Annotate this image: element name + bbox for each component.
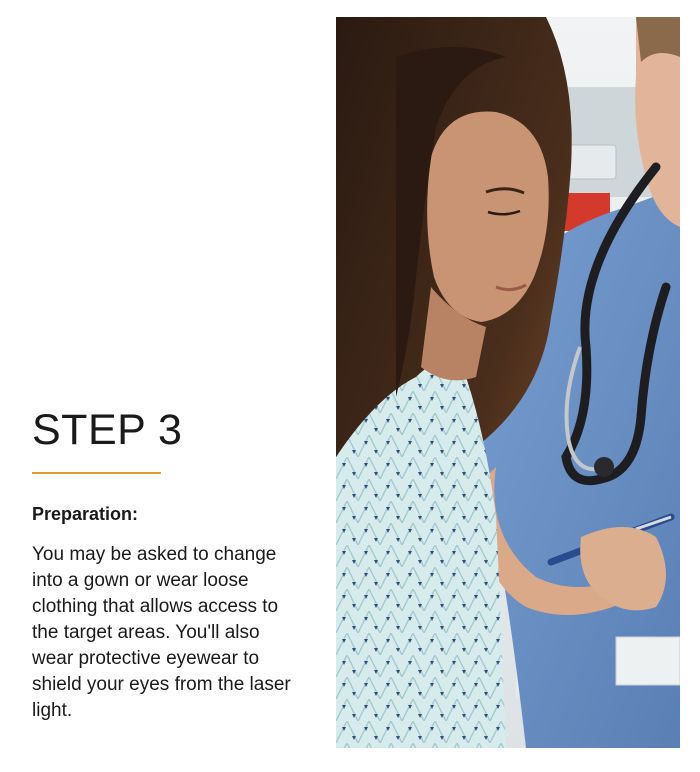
title-divider <box>32 472 161 474</box>
step-subheading: Preparation: <box>32 504 139 524</box>
stethoscope-chestpiece <box>594 457 614 477</box>
step-description: You may be asked to change into a gown or wear loose clothing that allows access to the target areas. You'll also wear protective eyewear to shield your eyes from the laser light. <box>32 544 291 721</box>
photo-illustration <box>336 17 680 748</box>
clipboard <box>616 637 680 685</box>
step-title: STEP 3 <box>32 406 183 454</box>
patient-doctor-photo <box>336 17 680 748</box>
